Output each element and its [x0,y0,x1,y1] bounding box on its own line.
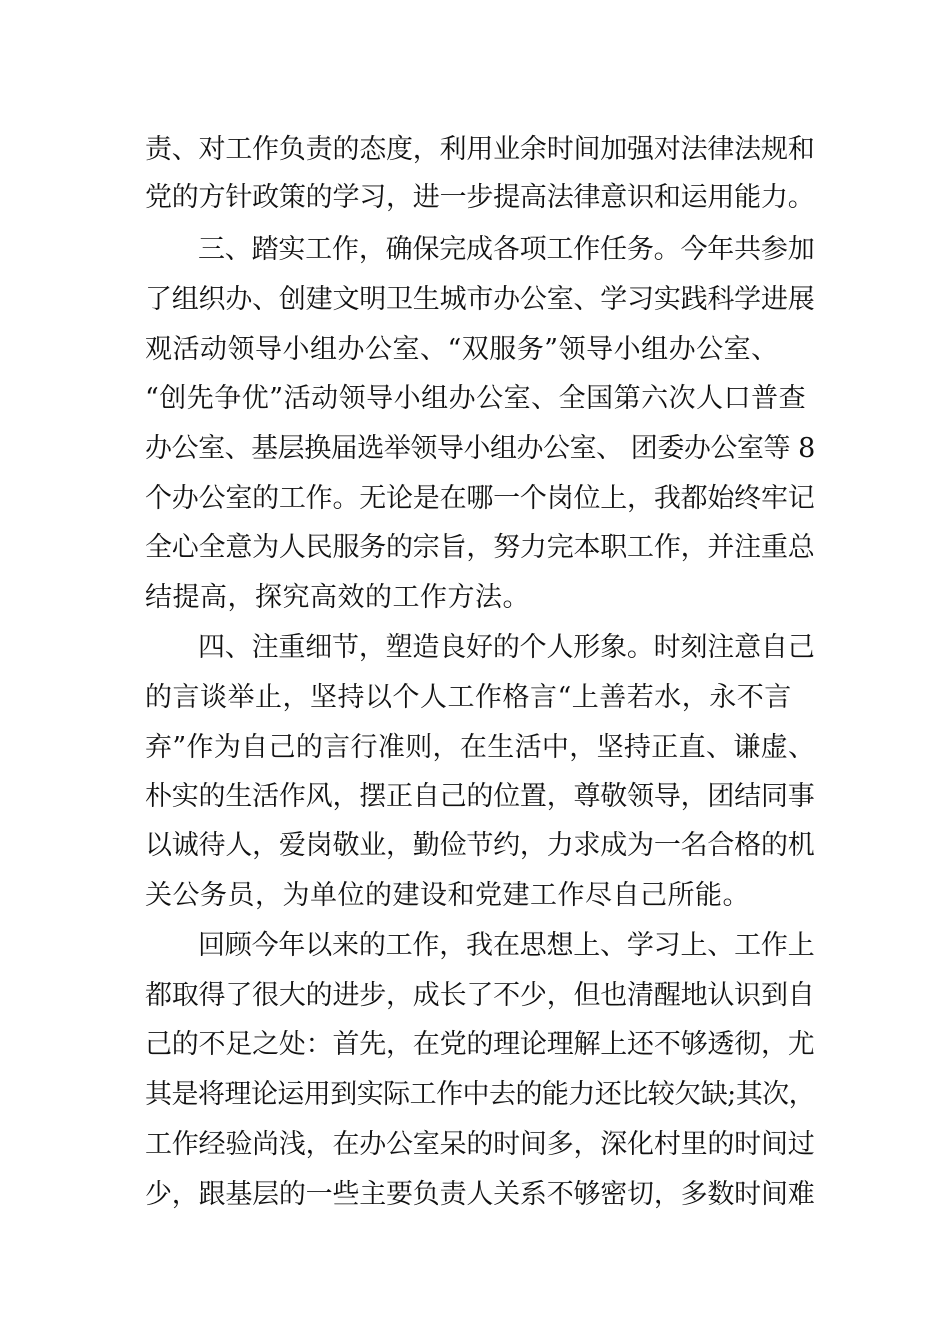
text-line: 都取得了很大的进步，成长了不少，但也清醒地认识到自 [145,980,815,1011]
text-line: 个办公室的工作。无论是在哪一个岗位上，我都始终牢记 [145,483,815,514]
text-line: 其是将理论运用到实际工作中去的能力还比较欠缺;其次， [145,1079,816,1110]
paragraph-start-line: 三、踏实工作，确保完成各项工作任务。今年共参加 [198,234,815,265]
text-line: 观活动领导小组办公室、“双服务”领导小组办公室、 [145,334,779,365]
text-line: 的言谈举止，坚持以个人工作格言“上善若水，永不言 [145,682,792,713]
text-line: 关公务员，为单位的建设和党建工作尽自己所能。 [145,880,750,911]
text-line: 了组织办、创建文明卫生城市办公室、学习实践科学进展 [145,284,815,315]
text-line: 己的不足之处：首先，在党的理论理解上还不够透彻，尤 [145,1029,815,1060]
text-line: 党的方针政策的学习，进一步提高法律意识和运用能力。 [145,182,815,213]
paragraph-start-line: 回顾今年以来的工作，我在思想上、学习上、工作上 [198,930,815,961]
text-line: 弃”作为自己的言行准则，在生活中，坚持正直、谦虚、 [145,732,816,763]
text-line: 办公室、基层换届选举领导小组办公室、 团委办公室等 8 [145,433,815,464]
text-line: 结提高，探究高效的工作方法。 [145,582,530,613]
text-line: 责、对工作负责的态度，利用业余时间加强对法律法规和 [145,134,815,165]
text-line: 朴实的生活作风，摆正自己的位置，尊敬领导，团结同事 [145,781,815,812]
text-line: 少，跟基层的一些主要负责人关系不够密切，多数时间难 [145,1179,815,1210]
text-line: “创先争优”活动领导小组办公室、全国第六次人口普查 [145,383,807,414]
text-line: 工作经验尚浅，在办公室呆的时间多，深化村里的时间过 [145,1129,815,1160]
text-line: 以诚待人，爱岗敬业，勤俭节约，力求成为一名合格的机 [145,830,815,861]
paragraph-start-line: 四、注重细节，塑造良好的个人形象。时刻注意自己 [198,632,815,663]
text-line: 全心全意为人民服务的宗旨，努力完本职工作，并注重总 [145,532,815,563]
